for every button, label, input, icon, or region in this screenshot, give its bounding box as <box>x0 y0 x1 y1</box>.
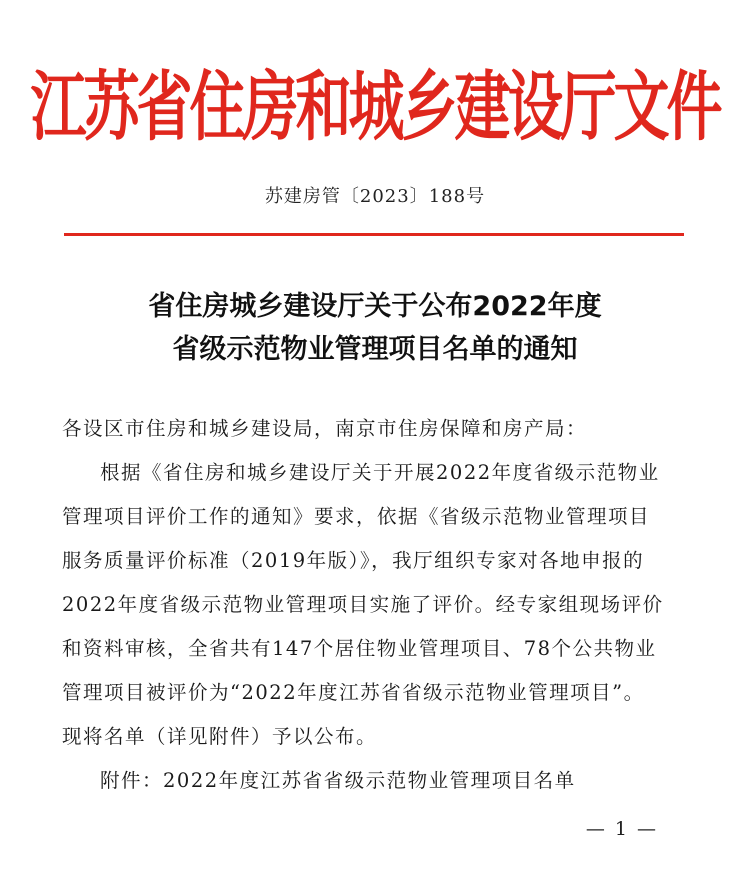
body-paragraph-line: 和资料审核，全省共有147个居住物业管理项目、78个公共物业 <box>62 637 657 660</box>
body-paragraph-line: 服务质量评价标准（2019年版）》，我厅组织专家对各地申报的 <box>62 549 645 572</box>
page-number: — 1 — <box>585 818 658 840</box>
document-number: 苏建房管〔2023〕188号 <box>264 186 486 207</box>
body-paragraph-line: 管理项目评价工作的通知》要求，依据《省级示范物业管理项目 <box>62 505 651 528</box>
notice-title-line-1: 省住房城乡建设厅关于公布2022年度 <box>148 291 602 322</box>
body-paragraph-line: 2022年度省级示范物业管理项目实施了评价。经专家组现场评价 <box>62 593 664 616</box>
body-paragraph-line: 根据《省住房和城乡建设厅关于开展2022年度省级示范物业 <box>100 461 660 484</box>
body-paragraph-line: 管理项目被评价为“2022年度江苏省省级示范物业管理项目”。 <box>62 681 645 704</box>
notice-title-line-2: 省级示范物业管理项目名单的通知 <box>172 334 578 365</box>
addressee-line: 各设区市住房和城乡建设局，南京市住房保障和房产局： <box>62 417 588 440</box>
red-divider <box>64 233 684 236</box>
body-paragraph-line: 现将名单（详见附件）予以公布。 <box>62 725 378 748</box>
issuing-authority-header: 江苏省住房和城乡建设厅文件 <box>30 64 720 152</box>
attachment-line: 附件：2022年度江苏省省级示范物业管理项目名单 <box>100 769 576 792</box>
